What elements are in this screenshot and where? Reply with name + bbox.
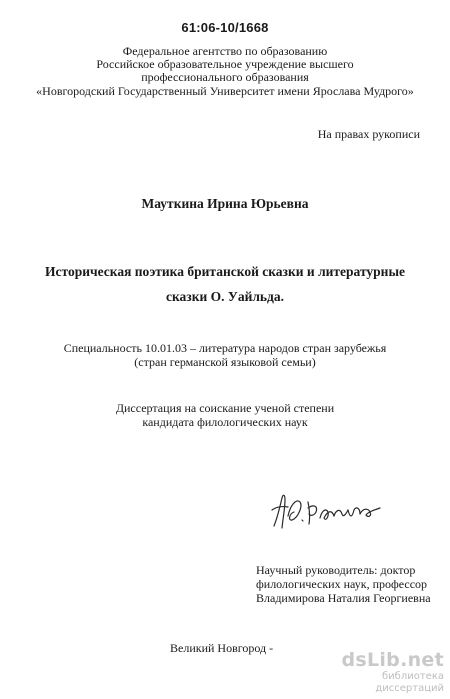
catalog-number: 61:06-10/1668: [181, 20, 269, 35]
agency-line: «Новгородский Государственный Университет имени Ярослава Мудрого»: [36, 83, 414, 98]
watermark-site: dsLib.net: [341, 649, 444, 671]
advisor-line: Научный руководитель: доктор: [256, 563, 416, 577]
dslib-watermark: [314, 650, 444, 695]
handwritten-signature: [268, 488, 383, 533]
advisor-line: Владимирова Наталия Георгиевна: [256, 591, 431, 605]
advisor-line: филологических наук, профессор: [256, 577, 428, 591]
advisor-block: [256, 563, 431, 605]
degree-line: Диссертация на соискание ученой степени: [115, 401, 335, 415]
author-name: Мауткина Ирина Юрьевна: [141, 196, 309, 211]
agency-line: Федеральное агентство по образованию: [122, 44, 328, 58]
title-line: Историческая поэтика британской сказки и литературные: [45, 264, 405, 279]
specialty-line: Специальность 10.01.03 – литература народов стран зарубежья: [63, 341, 387, 355]
degree-line: кандидата филологических наук: [142, 415, 308, 429]
city-line: Великий Новгород -: [170, 641, 274, 655]
specialty-block: [0, 341, 450, 369]
title-line: сказки О. Уайльда.: [165, 289, 285, 304]
agency-line: Российское образовательное учреждение высшего: [96, 57, 354, 72]
rights-note: На правах рукописи: [317, 127, 420, 141]
degree-block: [0, 401, 450, 429]
agency-block: [0, 45, 450, 98]
specialty-line: (стран германской языковой семьи): [134, 355, 316, 369]
agency-line: профессионального образования: [141, 70, 309, 85]
watermark-tagline: библиотека диссертаций: [375, 671, 444, 694]
dissertation-title: [0, 259, 450, 309]
